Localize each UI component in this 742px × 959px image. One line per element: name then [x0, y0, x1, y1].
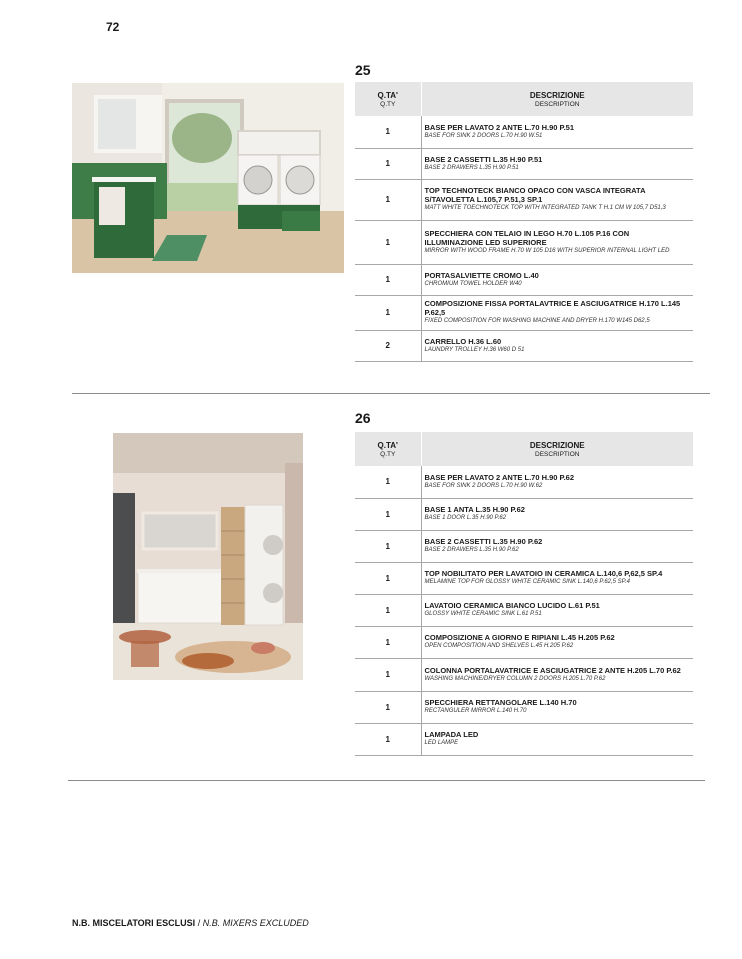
table-row: [355, 179, 693, 220]
description-it: BASE PER LAVATO 2 ANTE L.70 H.90 P.62: [424, 473, 574, 482]
table-row: [355, 116, 693, 148]
description-en: BASE 2 DRAWERS L.35 H.90 P.51: [424, 164, 519, 171]
table-row: [355, 148, 693, 179]
row-description: [421, 148, 693, 179]
row-description: [421, 295, 693, 330]
description-it: BASE 2 CASSETTI L.35 H.90 P.51: [424, 154, 543, 164]
description-it: PORTASALVIETTE CROMO L.40: [424, 270, 539, 280]
qty-header: [355, 432, 421, 466]
desc-header: [421, 432, 693, 466]
desc-header-label: DESCRIZIONE: [529, 440, 585, 450]
row-qty: 1: [355, 148, 421, 179]
description-en: GLOSSY WHITE CERAMIC SINK L.61 P.51: [424, 611, 542, 618]
row-description: [421, 330, 693, 361]
product-photo-laundry-white: [113, 433, 303, 680]
description-en: MATT WHITE TOECHNOTECK TOP WITH INTEGRATED TANK T H.1 CM W 105,7 D51,3: [424, 205, 666, 212]
desc-header-sublabel: DESCRIPTION: [535, 450, 580, 458]
qty-header-sublabel: Q.TY: [380, 450, 396, 458]
footer-separator: /: [195, 918, 203, 928]
table-row: [355, 264, 693, 295]
table-row: [355, 466, 693, 498]
description-en: LAUNDRY TROLLEY H.36 W60 D 51: [424, 346, 525, 353]
description-en: MELAMINE TOP FOR GLOSSY WHITE CERAMIC SINK L.140,6 P.62,5 SP.4: [424, 579, 630, 586]
table-row: [355, 594, 693, 626]
section-divider: [72, 393, 710, 394]
desc-header-sublabel: DESCRIPTION: [535, 100, 580, 108]
row-qty: 1: [355, 116, 421, 148]
row-qty: 1: [355, 691, 421, 723]
spec-table-25: [355, 82, 693, 362]
description-it: COLONNA PORTALAVATRICE E ASCIUGATRICE 2 ANTE H.205 L.70 P.62: [424, 665, 681, 675]
description-it: COMPOSIZIONE A GIORNO E RIPIANI L.45 H.205 P.62: [424, 633, 615, 643]
spec-table-26: [355, 432, 693, 756]
row-description: [421, 116, 693, 148]
row-qty: 1: [355, 220, 421, 264]
row-description: [421, 179, 693, 220]
description-it: LAMPADA LED: [424, 730, 479, 740]
section-number: 25: [355, 62, 371, 78]
row-qty: 1: [355, 562, 421, 594]
section-number: 26: [355, 410, 371, 426]
row-description: [421, 691, 693, 723]
row-description: [421, 723, 693, 755]
row-qty: 2: [355, 330, 421, 361]
description-en: RECTANGULER MIRROR L.140 H.70: [424, 708, 527, 715]
description-en: CHROMIUM TOWEL HOLDER W40: [424, 280, 522, 287]
qty-header-label: Q.TA': [377, 440, 398, 450]
description-it: TOP TECHNOTECK BIANCO OPACO CON VASCA INTEGRATA S/TAVOLETTA L.105,7 P.51,3 SP.1: [424, 186, 646, 205]
desc-header-label: DESCRIZIONE: [529, 90, 585, 100]
table-row: [355, 295, 693, 330]
product-photo-laundry-green: [72, 83, 344, 273]
table-row: [355, 626, 693, 658]
description-en: BASE 1 DOOR L.35 H.90 P.62: [424, 515, 507, 522]
footer-note-en: N.B. MIXERS EXCLUDED: [202, 918, 309, 928]
row-description: [421, 220, 693, 264]
section-divider: [68, 780, 705, 781]
description-it: BASE PER LAVATO 2 ANTE L.70 H.90 P.51: [424, 123, 574, 132]
table-row: [355, 691, 693, 723]
row-description: [421, 466, 693, 498]
description-it: TOP NOBILITATO PER LAVATOIO IN CERAMICA L.140,6 P,62,5 SP.4: [424, 569, 663, 579]
description-en: BASE FOR SINK 2 DOORS L.70 H.90 W.62: [424, 483, 543, 489]
table-row: [355, 530, 693, 562]
table-row: [355, 220, 693, 264]
row-qty: 1: [355, 295, 421, 330]
table-row: [355, 562, 693, 594]
laundry-white-illustration: [113, 433, 303, 680]
qty-header: [355, 82, 421, 116]
description-en: BASE FOR SINK 2 DOORS L.70 H.90 W.51: [424, 133, 543, 139]
row-qty: 1: [355, 498, 421, 530]
row-description: [421, 562, 693, 594]
table-header-row: [355, 432, 693, 466]
description-it: BASE 1 ANTA L.35 H.90 P.62: [424, 505, 525, 515]
footer-note: [72, 918, 309, 928]
row-description: [421, 626, 693, 658]
laundry-green-illustration: [72, 83, 344, 273]
description-en: BASE 2 DRAWERS L.35 H.90 P.62: [424, 547, 519, 554]
row-description: [421, 530, 693, 562]
description-it: LAVATOIO CERAMICA BIANCO LUCIDO L.61 P.51: [424, 601, 600, 611]
row-description: [421, 594, 693, 626]
description-it: SPECCHIERA CON TELAIO IN LEGO H.70 L.105 P.16 CON ILLUMINAZIONE LED SUPERIORE: [424, 228, 630, 247]
row-description: [421, 658, 693, 691]
row-qty: 1: [355, 179, 421, 220]
description-en: WASHING MACHINE/DRYER COLUMN 2 DOORS H.205 L.70 P.62: [424, 675, 606, 682]
row-description: [421, 264, 693, 295]
desc-header: [421, 82, 693, 116]
table-header-row: [355, 82, 693, 116]
row-qty: 1: [355, 466, 421, 498]
description-en: LED LAMPE: [424, 740, 459, 747]
row-qty: 1: [355, 658, 421, 691]
table-row: [355, 723, 693, 755]
table-row: [355, 658, 693, 691]
row-description: [421, 498, 693, 530]
description-it: CARRELLO H.36 L.60: [424, 336, 502, 346]
row-qty: 1: [355, 530, 421, 562]
description-it: BASE 2 CASSETTI L.35 H.90 P.62: [424, 537, 543, 547]
row-qty: 1: [355, 264, 421, 295]
table-row: [355, 330, 693, 361]
row-qty: 1: [355, 626, 421, 658]
row-qty: 1: [355, 723, 421, 755]
description-en: FIXED COMPOSITION FOR WASHING MACHINE AND DRYER H.170 W145 D62,5: [424, 318, 650, 325]
qty-header-label: Q.TA': [377, 90, 398, 100]
description-it: COMPOSIZIONE FISSA PORTALAVTRICE E ASCIUGATRICE H.170 L.145 P.62,5: [424, 299, 681, 318]
page-number: 72: [106, 20, 120, 34]
footer-note-it: N.B. MISCELATORI ESCLUSI: [72, 918, 196, 928]
description-en: MIRROR WITH WOOD FRAME H.70 W 105 D16 WITH SUPERIOR INTERNAL LIGHT LED: [424, 247, 670, 254]
qty-header-sublabel: Q.TY: [380, 100, 396, 108]
description-en: OPEN COMPOSITION AND SHELVES L.45 H.205 P.62: [424, 643, 574, 650]
row-qty: 1: [355, 594, 421, 626]
description-it: SPECCHIERA RETTANGOLARE L.140 H.70: [424, 698, 577, 708]
table-row: [355, 498, 693, 530]
